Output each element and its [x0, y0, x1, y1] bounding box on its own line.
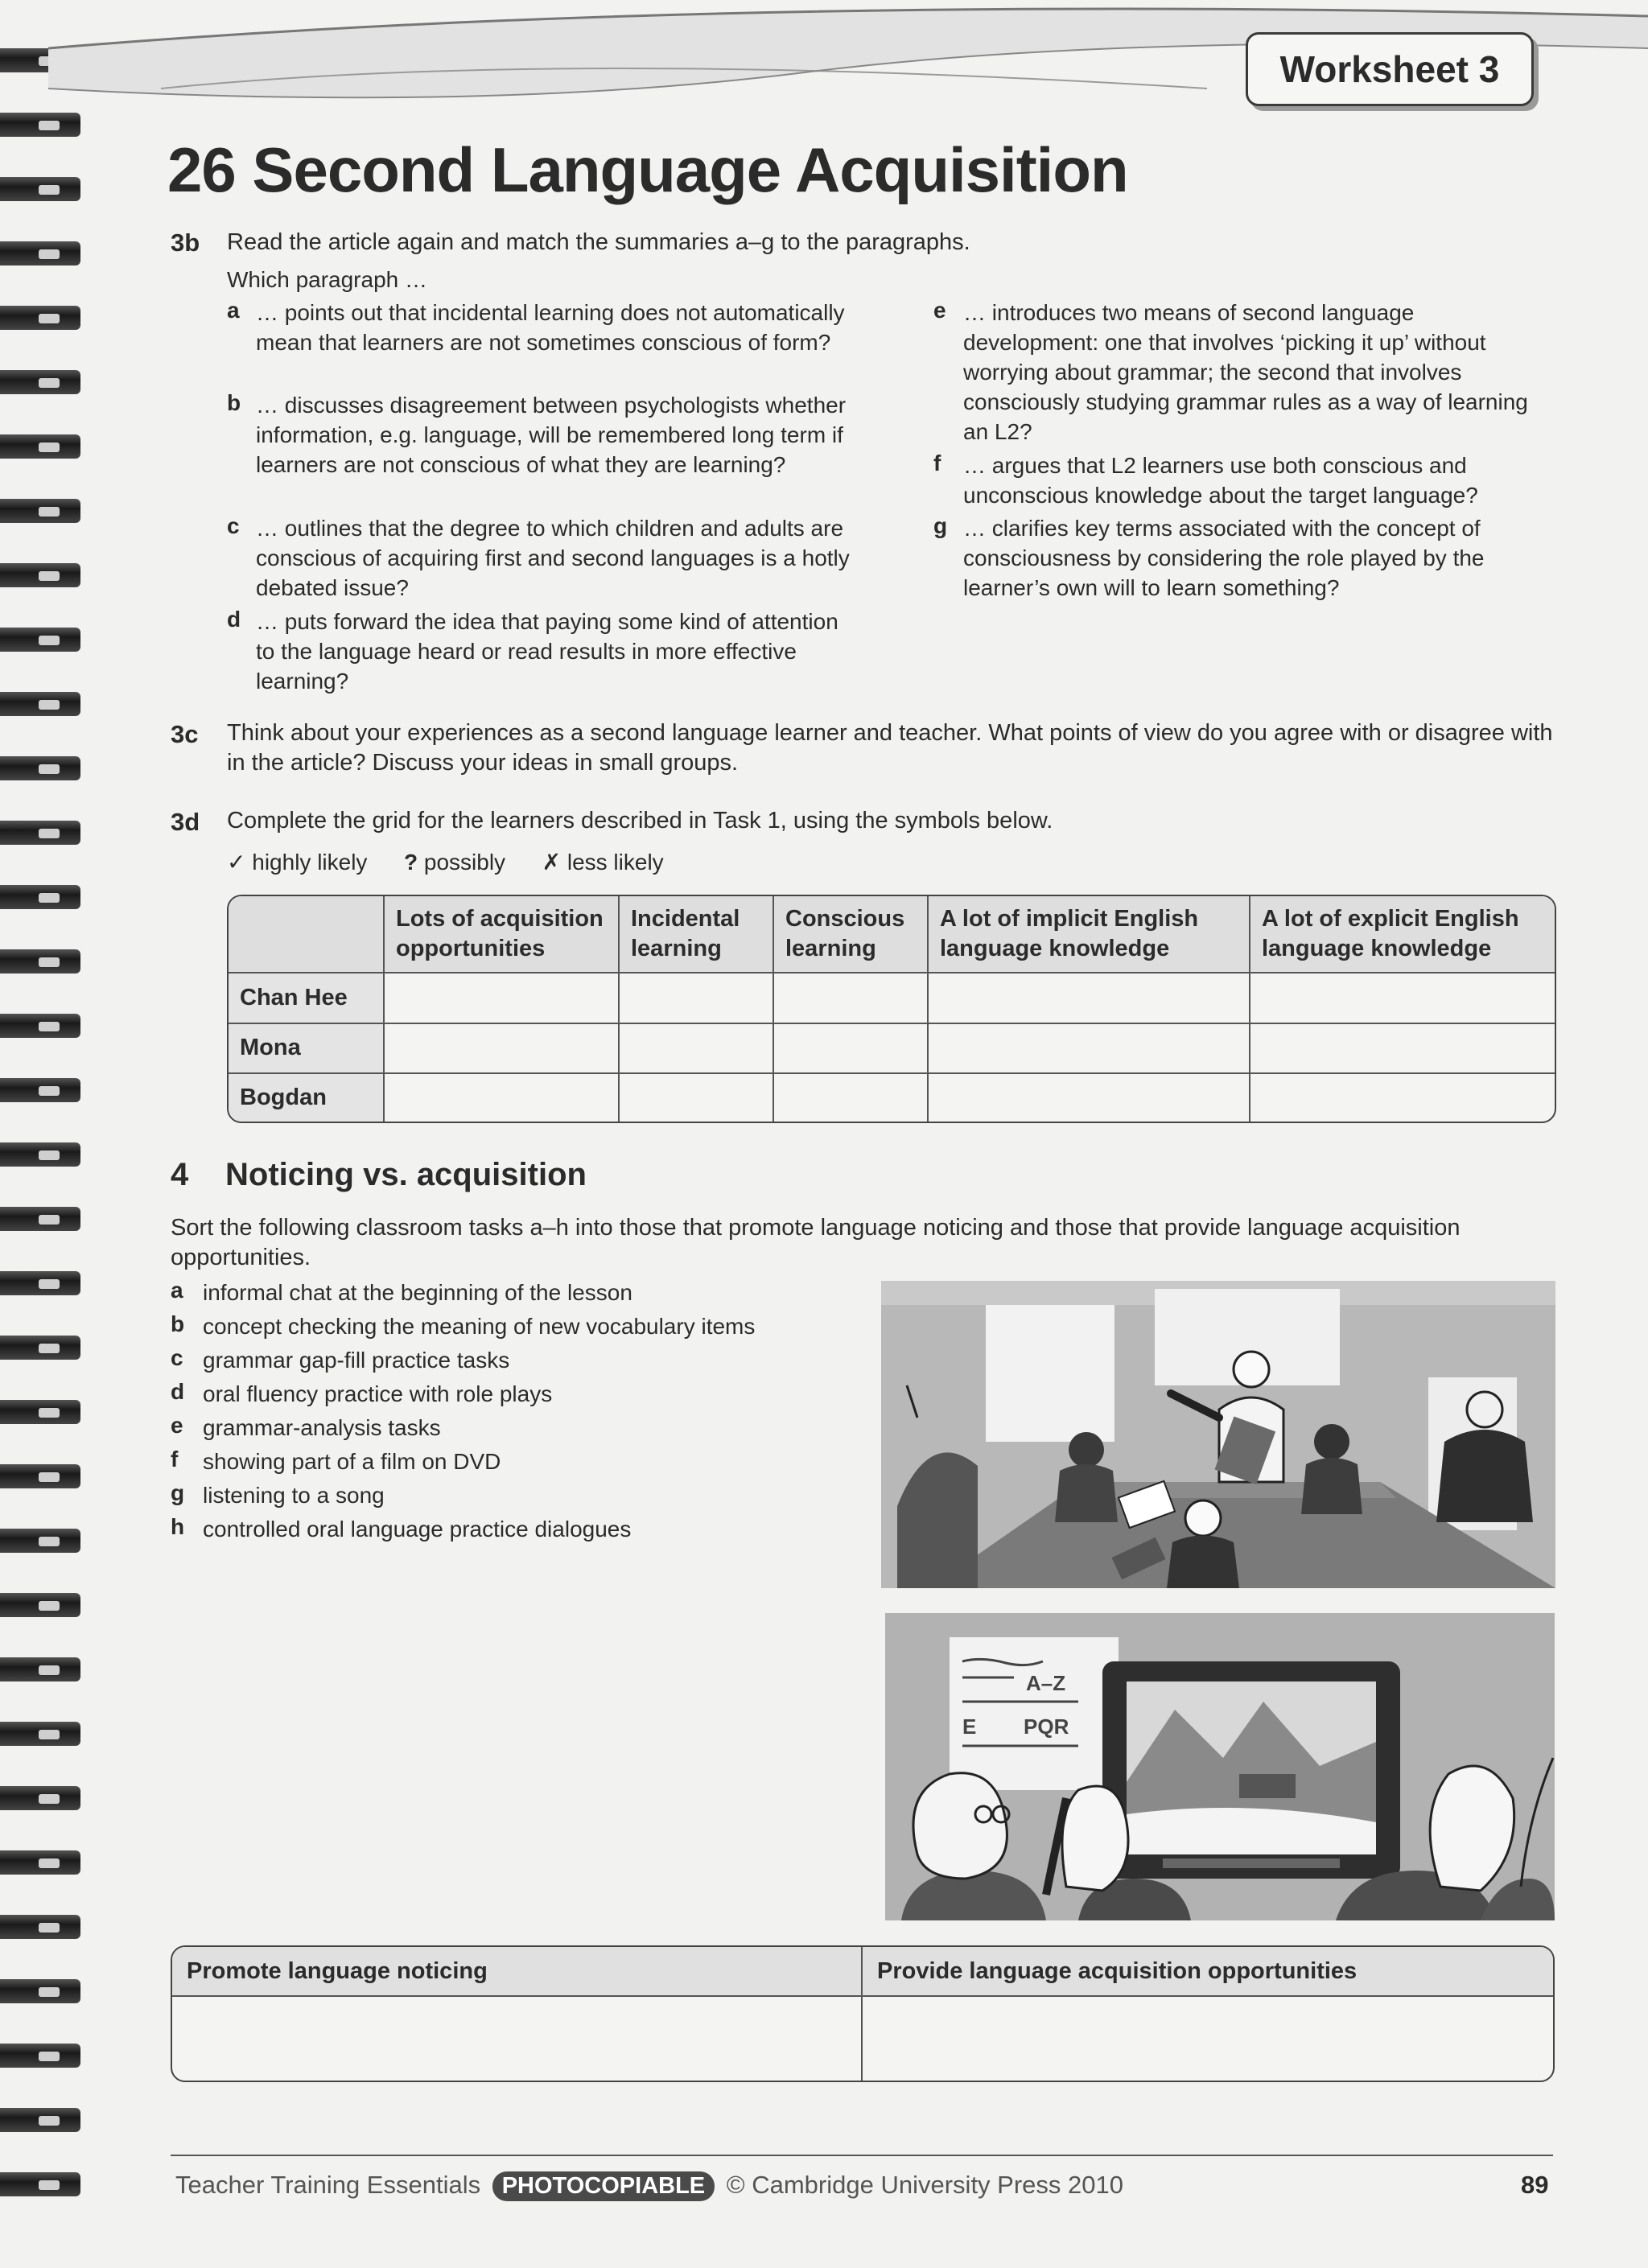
grid-row-header: Mona [229, 1024, 385, 1075]
board-text: PQR [1024, 1714, 1069, 1739]
binding-ring [0, 1529, 80, 1553]
binding-ring [0, 1078, 80, 1102]
binding-ring [0, 1915, 80, 1939]
grid-column-header: A lot of explicit English language knowledge [1250, 896, 1555, 973]
cross-symbol: ✗ [542, 850, 562, 875]
grid-cell[interactable] [929, 973, 1250, 1024]
task-3c-text: Think about your experiences as a second language learner and teacher. What points of view do you agree with or disagree with in the article? Discuss your ideas in small groups. [227, 720, 1553, 776]
task-4-number: 4 [171, 1157, 189, 1192]
sort-cell-noticing[interactable] [172, 1997, 863, 2081]
item-letter: c [171, 1345, 183, 1370]
item-letter: a [171, 1278, 183, 1303]
page-number: 89 [1521, 2171, 1549, 2199]
sort-column-header: Promote language noticing [172, 1947, 863, 1997]
task-item: controlled oral language practice dialogues [203, 1517, 632, 1541]
summary-item: … argues that L2 learners use both conscious and unconscious knowledge about the target language? [963, 453, 1478, 508]
summary-item: … outlines that the degree to which children and adults are conscious of acquiring first and second languages is a hotly debated issue? [256, 516, 850, 600]
binding-ring [0, 241, 80, 265]
grid-cell[interactable] [620, 973, 774, 1024]
symbol-label: highly likely [252, 850, 368, 875]
page-title: 26 Second Language Acquisition [167, 134, 1128, 205]
grid-cell[interactable] [620, 1024, 774, 1075]
item-letter: b [171, 1311, 185, 1336]
item-letter: g [171, 1480, 185, 1505]
grid-cell[interactable] [620, 1074, 774, 1122]
grid-cell[interactable] [774, 1074, 929, 1122]
task-3d-instruction: Complete the grid for the learners described in Task 1, using the symbols below. [227, 808, 1053, 834]
task-3c-number: 3c [171, 720, 199, 748]
task-item: informal chat at the beginning of the lesson [203, 1280, 632, 1305]
grid-corner [229, 896, 385, 973]
binding-ring [0, 1786, 80, 1810]
learner-grid [227, 895, 1556, 1123]
binding-ring [0, 370, 80, 394]
task-item: grammar-analysis tasks [203, 1415, 441, 1440]
summary-item: … discusses disagreement between psychologists whether information, e.g. language, will be remembered long term if learners are not conscious of what they are learning? [256, 393, 847, 477]
binding-ring [0, 1850, 80, 1875]
item-letter: h [171, 1514, 185, 1539]
binding-ring [0, 177, 80, 201]
sort-cell-acquisition[interactable] [863, 1997, 1553, 2081]
binding-ring [0, 2108, 80, 2132]
grid-row-header: Bogdan [229, 1074, 385, 1122]
grid-column-header: Conscious learning [774, 896, 929, 973]
grid-cell[interactable] [1250, 973, 1555, 1024]
footer [175, 2171, 1123, 2201]
binding-ring [0, 1657, 80, 1681]
sort-table [171, 1945, 1555, 2082]
binding-ring [0, 756, 80, 780]
task-4-instruction: Sort the following classroom tasks a–h into those that promote language noticing and those that provide language acquisition opportunities. [171, 1215, 1461, 1270]
grid-cell[interactable] [774, 973, 929, 1024]
summary-item: … points out that incidental learning does not automatically mean that learners are not sometimes conscious of form? [256, 300, 845, 355]
grid-row-header: Chan Hee [229, 973, 385, 1024]
task-item: grammar gap-fill practice tasks [203, 1348, 510, 1373]
item-letter: b [227, 390, 241, 415]
grid-cell[interactable] [1250, 1024, 1555, 1075]
check-symbol: ✓ [227, 850, 246, 875]
grid-cell[interactable] [385, 973, 620, 1024]
binding-ring [0, 1207, 80, 1231]
binding-ring [0, 1400, 80, 1424]
item-letter: e [933, 298, 946, 323]
sort-column-header: Provide language acquisition opportunities [863, 1947, 1553, 1997]
item-letter: f [933, 451, 941, 475]
item-letter: f [171, 1447, 179, 1472]
binding-ring [0, 1142, 80, 1167]
grid-column-header: A lot of implicit English language knowledge [929, 896, 1250, 973]
item-letter: e [171, 1413, 183, 1438]
binding-ring [0, 1593, 80, 1617]
binding-ring [0, 306, 80, 330]
grid-cell[interactable] [929, 1024, 1250, 1075]
binding-ring [0, 1464, 80, 1488]
grid-column-header: Lots of acquisition opportunities [385, 896, 620, 973]
photocopiable-badge: PHOTOCOPIABLE [492, 2171, 715, 2201]
task-4-heading: Noticing vs. acquisition [225, 1157, 587, 1192]
task-item: oral fluency practice with role plays [203, 1381, 553, 1406]
item-letter: c [227, 513, 240, 538]
binding-ring [0, 885, 80, 909]
footer-series: Teacher Training Essentials [175, 2171, 481, 2199]
board-text: E [962, 1714, 977, 1739]
binding-ring [0, 949, 80, 973]
item-letter: d [227, 607, 241, 632]
binding-ring [0, 1014, 80, 1038]
task-3b-lead: Which paragraph … [227, 267, 428, 292]
task-item: concept checking the meaning of new vocabulary items [203, 1314, 756, 1339]
item-letter: d [171, 1379, 185, 1404]
grid-cell[interactable] [774, 1024, 929, 1075]
task-3d-number: 3d [171, 808, 200, 836]
binding-ring [0, 499, 80, 523]
footer-divider [171, 2155, 1553, 2156]
summary-item: … puts forward the idea that paying some kind of attention to the language heard or read results in more effective learning? [256, 609, 838, 694]
symbol-label: possibly [423, 850, 506, 875]
binding-ring [0, 2172, 80, 2196]
task-3b-instruction: Read the article again and match the summaries a–g to the paragraphs. [227, 229, 970, 255]
symbol-key [227, 847, 664, 877]
binding-ring [0, 628, 80, 652]
board-text: A–Z [1026, 1671, 1066, 1695]
binding-ring [0, 821, 80, 845]
grid-cell[interactable] [1250, 1074, 1555, 1122]
item-letter: g [933, 513, 948, 538]
binding-ring [0, 1271, 80, 1295]
item-letter: a [227, 298, 240, 323]
grid-column-header: Incidental learning [620, 896, 774, 973]
task-item: listening to a song [203, 1483, 385, 1508]
meeting-illustration [881, 1281, 1555, 1588]
binding-ring [0, 434, 80, 459]
binding-ring [0, 1722, 80, 1746]
task-item: showing part of a film on DVD [203, 1449, 501, 1474]
grid-cell[interactable] [385, 1074, 620, 1122]
grid-cell[interactable] [929, 1074, 1250, 1122]
summary-item: … clarifies key terms associated with the concept of consciousness by considering the role played by the learner’s own will to learn something? [963, 516, 1485, 600]
symbol-label: less likely [566, 850, 664, 875]
classroom-tv-illustration [885, 1613, 1555, 1920]
task-3b-number: 3b [171, 228, 200, 257]
grid-cell[interactable] [385, 1024, 620, 1075]
binding-ring [0, 1979, 80, 2003]
binding-ring [0, 563, 80, 587]
binding-ring [0, 2044, 80, 2068]
spiral-binding [0, 48, 89, 2221]
footer-copyright: © Cambridge University Press 2010 [726, 2171, 1123, 2199]
question-symbol: ? [403, 850, 418, 875]
binding-ring [0, 1336, 80, 1360]
binding-ring [0, 692, 80, 716]
worksheet-label: Worksheet 3 [1246, 32, 1534, 106]
summary-item: … introduces two means of second language development: one that involves ‘picking it up’ without worrying about grammar; the second that involves consciously studying grammar rules as a way of learning an L2? [963, 300, 1528, 444]
